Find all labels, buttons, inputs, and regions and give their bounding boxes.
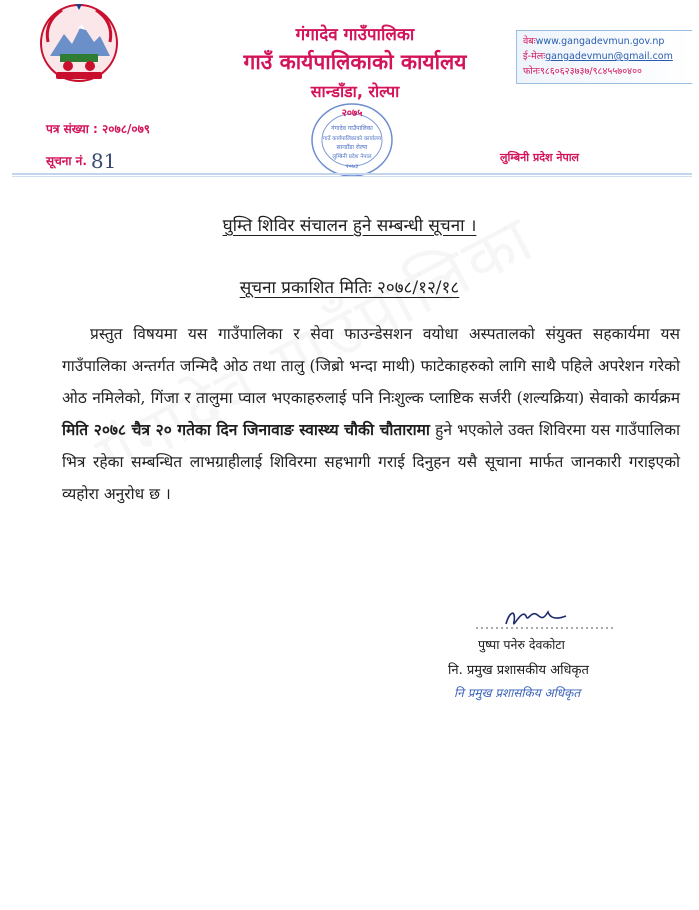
designation-stamp: नि प्रमुख प्रशासकिय अधिकृत bbox=[454, 686, 581, 700]
phone-number: ९८६०६२३७३७/९८४५५७०४०० bbox=[539, 66, 642, 77]
province-name: लुम्बिनी प्रदेश नेपाल bbox=[500, 151, 580, 164]
website-link[interactable]: www.gangadevmun.gov.np bbox=[535, 36, 665, 47]
letter-number-label: पत्र संख्या : bbox=[46, 122, 98, 136]
signature-icon bbox=[470, 604, 620, 638]
notice-body bbox=[62, 318, 680, 510]
notice-number-value: 81 bbox=[90, 149, 117, 173]
seal-ring-text: गंगादेव गाउँपालिका bbox=[331, 125, 373, 132]
contact-box bbox=[516, 30, 692, 84]
published-date-value: २०७८/१२/१८ bbox=[377, 278, 460, 298]
published-date-line bbox=[0, 275, 699, 298]
seal-year: २०७५ bbox=[341, 108, 363, 119]
web-label: वेबः bbox=[523, 36, 536, 47]
nepal-emblem-icon bbox=[38, 2, 120, 84]
email-label: ई-मेलः bbox=[523, 51, 546, 62]
body-text-bold: मिति २०७८ चैत्र २० गतेका दिन जिनावाङ स्वास्थ्य चौकी चौतारामा bbox=[62, 420, 430, 439]
seal-line-1: गाउँ कार्यपालिकाको कार्यालय bbox=[322, 136, 382, 142]
office-seal-icon bbox=[300, 98, 410, 182]
seal-line-4: २०७३ bbox=[345, 163, 359, 170]
letter-number bbox=[46, 120, 150, 137]
seal-line-2: सान्डाँडा रोल्पा bbox=[336, 144, 368, 151]
notice-title bbox=[0, 213, 699, 236]
notice-number-label: सूचना नं. bbox=[46, 154, 87, 168]
email-link[interactable]: gangadevmun@gmail.com bbox=[545, 51, 673, 62]
published-date-label: सूचना प्रकाशित मितिः bbox=[239, 278, 372, 298]
body-text-part-1: प्रस्तुत विषयमा यस गाउँपालिका र सेवा फाउन्डेसशन वयोधा अस्पतालको संयुक्त सहकार्यमा यस गाउँपालिका अन्तर्गत जन्मिदै ओठ तथा तालु (जिब्रो भन्दा माथी) फाटेकाहरुको लागि साथै पहिले अपरेशन गरेको ओठ नमिलेको, गिंजा र तालुमा प्वाल भएकाहरुलाई पनि निःशुल्क प्लाष्टिक सर्जरी (शल्यक्रिया) सेवाको कार्यक्रम bbox=[62, 325, 680, 407]
phone-label: फोनः bbox=[523, 66, 540, 77]
office-name: गाउँ कार्यपालिकाको कार्यालय bbox=[243, 50, 467, 74]
municipality-name: गंगादेव गाउँपालिका bbox=[295, 25, 415, 45]
signatory-name: पुष्पा पनेरु देवकोटा bbox=[478, 637, 565, 652]
notice-number bbox=[46, 146, 117, 173]
seal-line-3: लुम्बिनी प्रदेश नेपाल bbox=[332, 154, 372, 160]
signatory-title: नि. प्रमुख प्रशासकीय अधिकृत bbox=[448, 663, 589, 678]
header-divider bbox=[12, 173, 692, 179]
body-text-part-2: हुने भएकोले उक्त शिविरमा यस गाउँपालिका भित्र रहेका सम्बन्धित लाभग्राहीलाई शिविरमा सहभागी गराई दिनुहन यसै सूचाना मार्फत जानकारी गराइएको व्यहोरा अनुरोध छ । bbox=[62, 421, 680, 503]
letter-number-value: २०७८/०७९ bbox=[101, 122, 151, 136]
notice-title-text: घुम्ति शिविर संचालन हुने सम्बन्धी सूचना । bbox=[222, 216, 477, 236]
office-address: सान्डाँडा, रोल्पा bbox=[310, 82, 400, 101]
